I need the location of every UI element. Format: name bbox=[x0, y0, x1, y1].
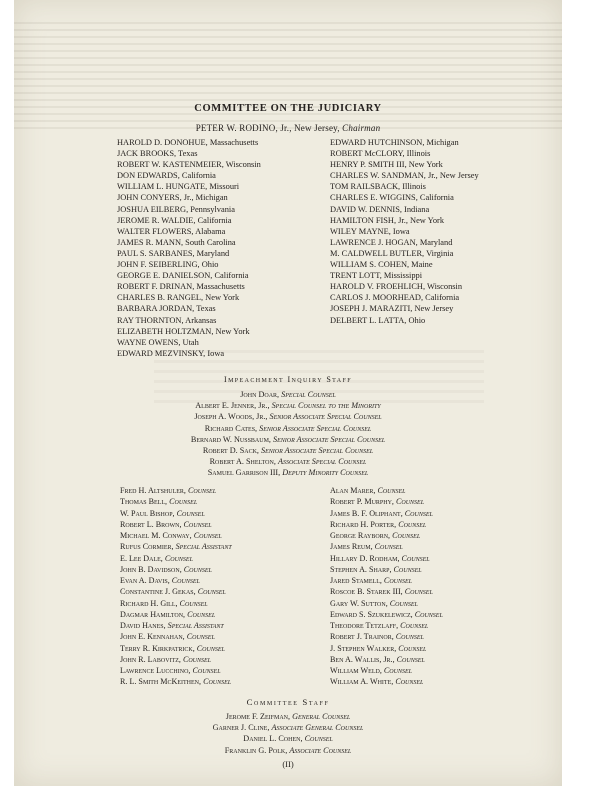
staff-role: Counsel bbox=[395, 677, 424, 687]
staff-entry bbox=[330, 609, 443, 620]
staff-role: Counsel bbox=[187, 609, 216, 619]
staff-role: Counsel bbox=[404, 508, 433, 518]
staff-name: Dagmar Hamilton, bbox=[120, 609, 186, 619]
staff-name: Fred H. Altshuler, bbox=[120, 486, 186, 495]
staff-entry bbox=[330, 586, 443, 597]
staff-role: Counsel bbox=[187, 486, 217, 495]
staff-role: Counsel bbox=[377, 486, 406, 495]
staff-entry bbox=[120, 530, 232, 541]
senior-staff-entry bbox=[14, 445, 562, 456]
staff-name: John E. Kennahan, bbox=[120, 632, 185, 642]
staff-role: Counsel bbox=[179, 598, 208, 608]
staff-name: William Weld, bbox=[330, 666, 382, 675]
committee-member: BARBARA JORDAN, Texas bbox=[117, 304, 216, 314]
senior-staff-entry bbox=[14, 456, 562, 467]
staff-name: Franklin G. Polk, bbox=[224, 745, 288, 755]
staff-role: Counsel bbox=[395, 632, 424, 642]
staff-name: Roscoe B. Starek III, bbox=[330, 587, 403, 597]
committee-member: ROBERT F. DRINAN, Massachusetts bbox=[117, 282, 245, 292]
committee-member: JOSHUA EILBERG, Pennsylvania bbox=[117, 204, 235, 214]
chairman-role: Chairman bbox=[342, 123, 381, 133]
staff-name: Thomas Bell, bbox=[120, 497, 168, 507]
staff-name: Richard H. Gill, bbox=[120, 598, 178, 608]
staff-entry bbox=[330, 496, 443, 507]
staff-role: Counsel bbox=[392, 531, 421, 540]
staff-role: Counsel bbox=[193, 531, 222, 540]
chairman-name: PETER W. RODINO, Jr., New Jersey, bbox=[195, 123, 340, 133]
staff-entry bbox=[330, 676, 443, 687]
staff-name: Ben A. Wallis, Jr., bbox=[330, 654, 395, 664]
committee-member: WAYNE OWENS, Utah bbox=[117, 337, 199, 347]
senior-staff-entry bbox=[14, 423, 562, 434]
committee-member: HAROLD V. FROEHLICH, Wisconsin bbox=[330, 282, 463, 292]
majority-members-list bbox=[117, 137, 261, 359]
senior-staff-entry bbox=[14, 411, 562, 422]
committee-member: HAMILTON FISH, Jr., New York bbox=[330, 215, 445, 225]
committee-member: CHARLES E. WIGGINS, California bbox=[330, 193, 454, 203]
senior-staff-entry bbox=[14, 400, 562, 411]
staff-role: Counsel bbox=[389, 598, 418, 608]
staff-name: Robert L. Brown, bbox=[120, 519, 182, 529]
staff-role: Associate General Counsel bbox=[271, 723, 364, 733]
committee-member: GEORGE E. DANIELSON, California bbox=[117, 271, 249, 281]
staff-role: Counsel bbox=[400, 621, 429, 630]
committee-member: WILLIAM L. HUNGATE, Missouri bbox=[117, 182, 240, 192]
staff-name: Bernard W. Nussbaum, bbox=[190, 434, 271, 444]
staff-role: Counsel bbox=[186, 632, 215, 642]
staff-role: Counsel bbox=[383, 666, 412, 675]
committee-member: JOHN CONYERS, Jr., Michigan bbox=[117, 193, 228, 203]
committee-member: EDWARD HUTCHINSON, Michigan bbox=[330, 138, 459, 147]
staff-name: Evan A. Davis, bbox=[120, 576, 170, 585]
staff-role: Counsel bbox=[169, 497, 198, 507]
show-through-text bbox=[14, 22, 562, 132]
committee-member: WILEY MAYNE, Iowa bbox=[330, 226, 410, 236]
committee-member: ROBERT McCLORY, Illinois bbox=[330, 149, 431, 159]
committee-member: TRENT LOTT, Mississippi bbox=[330, 271, 423, 281]
staff-role: Associate Counsel bbox=[289, 745, 352, 755]
staff-role: Special Assistant bbox=[167, 621, 224, 630]
staff-role: Counsel bbox=[374, 542, 403, 552]
staff-role: Associate Special Counsel bbox=[277, 457, 367, 467]
staff-entry bbox=[330, 564, 443, 575]
committee-member: TOM RAILSBACK, Illinois bbox=[330, 182, 426, 192]
staff-role: Deputy Minority Counsel bbox=[282, 468, 369, 478]
staff-entry bbox=[120, 620, 232, 631]
staff-role: Counsel bbox=[398, 643, 427, 653]
staff-role: Counsel bbox=[383, 576, 412, 585]
committee-member: DON EDWARDS, California bbox=[117, 171, 216, 181]
staff-role: Counsel bbox=[164, 553, 193, 563]
staff-name: Richard Cates, bbox=[204, 423, 258, 433]
staff-name: John B. Davidson, bbox=[120, 564, 182, 574]
senior-staff-entry bbox=[14, 434, 562, 445]
committee-staff-entry bbox=[14, 733, 562, 744]
staff-entry bbox=[330, 598, 443, 609]
staff-entry bbox=[120, 519, 232, 530]
staff-entry bbox=[330, 620, 443, 631]
staff-entry bbox=[330, 553, 443, 564]
staff-name: John Doar, bbox=[240, 390, 280, 399]
staff-entry bbox=[120, 654, 232, 665]
staff-entry bbox=[120, 553, 232, 564]
committee-member: JAMES R. MANN, South Carolina bbox=[117, 237, 236, 247]
committee-member: DAVID W. DENNIS, Indiana bbox=[330, 204, 430, 214]
staff-entry bbox=[120, 598, 232, 609]
committee-member: PAUL S. SARBANES, Maryland bbox=[117, 248, 230, 258]
staff-name: Terry R. Kirkpatrick, bbox=[120, 643, 195, 653]
staff-role: Counsel bbox=[304, 734, 333, 744]
committee-staff-list bbox=[14, 711, 562, 756]
committee-member: CHARLES B. RANGEL, New York bbox=[117, 293, 240, 303]
staff-role: Counsel bbox=[393, 564, 422, 574]
committee-staff-entry bbox=[14, 745, 562, 756]
staff-entry bbox=[120, 496, 232, 507]
committee-member: ELIZABETH HOLTZMAN, New York bbox=[117, 326, 250, 336]
staff-name: E. Lee Dale, bbox=[120, 553, 163, 563]
staff-name: Robert D. Sack, bbox=[202, 445, 259, 455]
staff-name: Stephen A. Sharp, bbox=[330, 564, 392, 574]
staff-entry bbox=[330, 631, 443, 642]
staff-name: James Reum, bbox=[330, 542, 373, 552]
staff-name: Theodore Tetzlaff, bbox=[330, 621, 399, 630]
committee-member: JOHN F. SEIBERLING, Ohio bbox=[117, 260, 219, 270]
staff-list-right bbox=[330, 485, 443, 688]
committee-member: DELBERT L. LATTA, Ohio bbox=[330, 315, 426, 325]
staff-role: Senior Associate Special Counsel bbox=[273, 434, 386, 444]
staff-entry bbox=[330, 643, 443, 654]
chairman-line bbox=[14, 123, 562, 133]
staff-entry bbox=[120, 508, 232, 519]
committee-member: WALTER FLOWERS, Alabama bbox=[117, 226, 226, 236]
staff-role: Counsel bbox=[396, 654, 425, 664]
staff-role: Counsel bbox=[182, 654, 212, 664]
committee-member: JOSEPH J. MARAZITI, New Jersey bbox=[330, 304, 454, 314]
staff-role: Counsel bbox=[197, 587, 226, 597]
staff-name: Jared Stamell, bbox=[330, 576, 382, 585]
staff-role: Counsel bbox=[196, 643, 225, 653]
staff-name: Gary W. Sutton, bbox=[330, 598, 388, 608]
staff-name: Samuel Garrison III, bbox=[207, 468, 281, 478]
staff-entry bbox=[120, 631, 232, 642]
staff-role: Counsel bbox=[183, 564, 212, 574]
minority-members-list bbox=[330, 137, 479, 326]
staff-entry bbox=[330, 485, 443, 496]
staff-entry bbox=[120, 676, 232, 687]
page-number: (II) bbox=[282, 759, 294, 769]
committee-member: HAROLD D. DONOHUE, Massachusetts bbox=[117, 138, 259, 147]
committee-member: JACK BROOKS, Texas bbox=[117, 149, 198, 159]
staff-role: Special Counsel to the Minority bbox=[271, 401, 381, 411]
staff-entry bbox=[330, 541, 443, 552]
staff-name: Robert P. Murphy, bbox=[330, 497, 394, 507]
staff-name: Jerome F. Zeifman, bbox=[225, 712, 291, 721]
committee-member: CARLOS J. MOORHEAD, California bbox=[330, 293, 460, 303]
staff-role: Special Assistant bbox=[175, 542, 232, 552]
staff-role: Counsel bbox=[183, 519, 212, 529]
senior-staff-entry bbox=[14, 389, 562, 400]
staff-name: Hillary D. Rodham, bbox=[330, 553, 400, 563]
committee-member: M. CALDWELL BUTLER, Virginia bbox=[330, 248, 454, 258]
staff-name: Garner J. Cline, bbox=[212, 723, 270, 733]
staff-entry bbox=[330, 665, 443, 676]
staff-entry bbox=[120, 643, 232, 654]
staff-role: Counsel bbox=[395, 497, 425, 507]
staff-entry bbox=[330, 519, 443, 530]
staff-name: R. L. Smith McKeithen, bbox=[120, 677, 202, 687]
staff-role: Counsel bbox=[401, 553, 430, 563]
staff-name: Edward S. Szukelewicz, bbox=[330, 609, 413, 619]
staff-role: Special Counsel bbox=[281, 390, 336, 399]
staff-entry bbox=[330, 575, 443, 586]
document-page bbox=[14, 0, 562, 786]
staff-role: Counsel bbox=[171, 576, 200, 585]
staff-name: W. Paul Bishop, bbox=[120, 508, 175, 518]
staff-entry bbox=[330, 508, 443, 519]
staff-role: Counsel bbox=[414, 609, 443, 619]
committee-member: EDWARD MEZVINSKY, Iowa bbox=[117, 348, 225, 358]
committee-title: COMMITTEE ON THE JUDICIARY bbox=[194, 103, 382, 114]
staff-role: Senior Associate Special Counsel bbox=[261, 445, 374, 455]
staff-role: Senior Associate Special Counsel bbox=[269, 412, 382, 422]
staff-role: Counsel bbox=[176, 508, 205, 518]
committee-member: ROBERT W. KASTENMEIER, Wisconsin bbox=[117, 160, 261, 170]
staff-entry bbox=[120, 541, 232, 552]
committee-staff-entry bbox=[14, 722, 562, 733]
staff-role: Counsel bbox=[192, 666, 221, 675]
staff-name: Alan Marer, bbox=[330, 486, 376, 495]
committee-staff-entry bbox=[14, 711, 562, 722]
committee-member: WILLIAM S. COHEN, Maine bbox=[330, 260, 433, 270]
staff-role: General Counsel bbox=[292, 712, 351, 721]
staff-entry bbox=[330, 654, 443, 665]
staff-name: Robert A. Shelton, bbox=[209, 457, 276, 467]
staff-entry bbox=[330, 530, 443, 541]
staff-entry bbox=[120, 575, 232, 586]
staff-entry bbox=[120, 665, 232, 676]
staff-name: William A. White, bbox=[330, 677, 394, 687]
committee-staff-heading: Committee Staff bbox=[246, 697, 330, 707]
staff-entry bbox=[120, 485, 232, 496]
committee-member: LAWRENCE J. HOGAN, Maryland bbox=[330, 237, 453, 247]
staff-list-left bbox=[120, 485, 232, 688]
staff-name: David Hanes, bbox=[120, 621, 166, 630]
staff-entry bbox=[120, 586, 232, 597]
impeachment-staff-heading: Impeachment Inquiry Staff bbox=[224, 375, 352, 384]
committee-member: HENRY P. SMITH III, New York bbox=[330, 160, 443, 170]
committee-member: JEROME R. WALDIE, California bbox=[117, 215, 232, 225]
staff-role: Counsel bbox=[404, 587, 433, 597]
staff-name: Constantine J. Gekas, bbox=[120, 587, 196, 597]
staff-name: Michael M. Conway, bbox=[120, 531, 192, 540]
staff-name: Daniel L. Cohen, bbox=[243, 734, 303, 744]
staff-entry bbox=[120, 609, 232, 620]
committee-member: RAY THORNTON, Arkansas bbox=[117, 315, 217, 325]
staff-name: J. Stephen Walker, bbox=[330, 643, 397, 653]
senior-counsel-list bbox=[14, 389, 562, 479]
staff-name: Lawrence Lucchino, bbox=[120, 666, 191, 675]
staff-name: Rufus Cormier, bbox=[120, 542, 174, 552]
staff-role: Senior Associate Special Counsel bbox=[259, 423, 372, 433]
staff-name: George Rayborn, bbox=[330, 531, 391, 540]
staff-entry bbox=[120, 564, 232, 575]
staff-role: Counsel bbox=[203, 677, 232, 687]
staff-name: Albert E. Jenner, Jr., bbox=[195, 401, 270, 411]
staff-name: Robert J. Trainor, bbox=[330, 632, 394, 642]
staff-role: Counsel bbox=[398, 519, 427, 529]
staff-name: Joseph A. Woods, Jr., bbox=[194, 412, 268, 422]
committee-member: CHARLES W. SANDMAN, Jr., New Jersey bbox=[330, 171, 479, 181]
staff-name: James B. F. Oliphant, bbox=[330, 508, 403, 518]
staff-name: Richard H. Porter, bbox=[330, 519, 397, 529]
senior-staff-entry bbox=[14, 467, 562, 478]
staff-name: John R. Labovitz, bbox=[120, 654, 181, 664]
